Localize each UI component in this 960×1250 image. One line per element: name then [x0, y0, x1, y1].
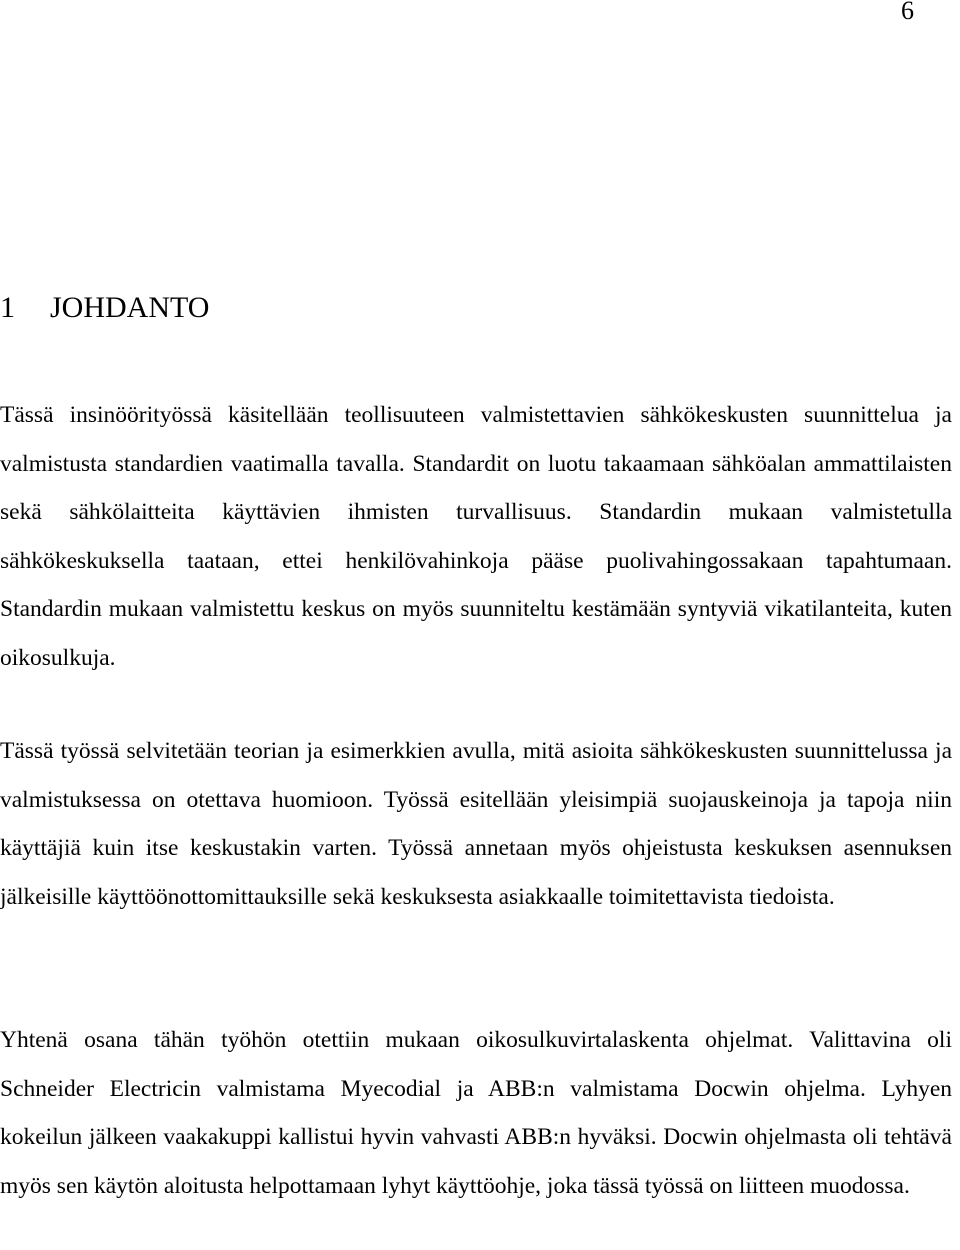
chapter-title: JOHDANTO: [50, 291, 210, 324]
paragraph-intro: Tässä insinöörityössä käsitellään teollisuuteen valmistettavien sähkökeskusten suunnittelua ja valmistusta standardien vaatimalla tavalla. Standardit on luotu takaamaan sähköalan ammattilaisten sekä sähkölaitteita käyttävien ihmisten turvallisuus. Standardin mukaan valmistetulla sähkökeskuksella taataan, ettei henkilövahinkoja pääse puolivahingossakaan tapahtumaan. Standardin mukaan valmistettu keskus on myös suunniteltu kestämään syntyviä vikatilanteita, kuten oikosulkuja.: [0, 402, 952, 671]
paragraph-scope: Tässä työssä selvitetään teorian ja esimerkkien avulla, mitä asioita sähkökeskusten suunnittelussa ja valmistuksessa on otettava huomioon. Työssä esitellään yleisimpiä suojauskeinoja ja tapoja niin käyttäjiä kuin itse keskustakin varten. Työssä annetaan myös ohjeistusta keskuksen asennuksen jälkeisille käyttöönottomittauksille sekä keskuksesta asiakkaalle toimitettavista tiedoista.: [0, 738, 952, 910]
chapter-number: 1: [0, 291, 15, 324]
page-number: 6: [901, 0, 914, 25]
chapter-heading: [0, 288, 209, 328]
paragraph-software: Yhtenä osana tähän työhön otettiin mukaan oikosulkuvirtalaskenta ohjelmat. Valittavina oli Schneider Electricin valmistama Myecodial ja ABB:n valmistama Docwin ohjelma. Lyhyen kokeilun jälkeen vaakakuppi kallistui hyvin vahvasti ABB:n hyväksi. Docwin ohjelmasta oli tehtävä myös sen käytön aloitusta helpottamaan lyhyt käyttöohje, joka tässä työssä on liitteen muodossa.: [0, 1027, 952, 1199]
